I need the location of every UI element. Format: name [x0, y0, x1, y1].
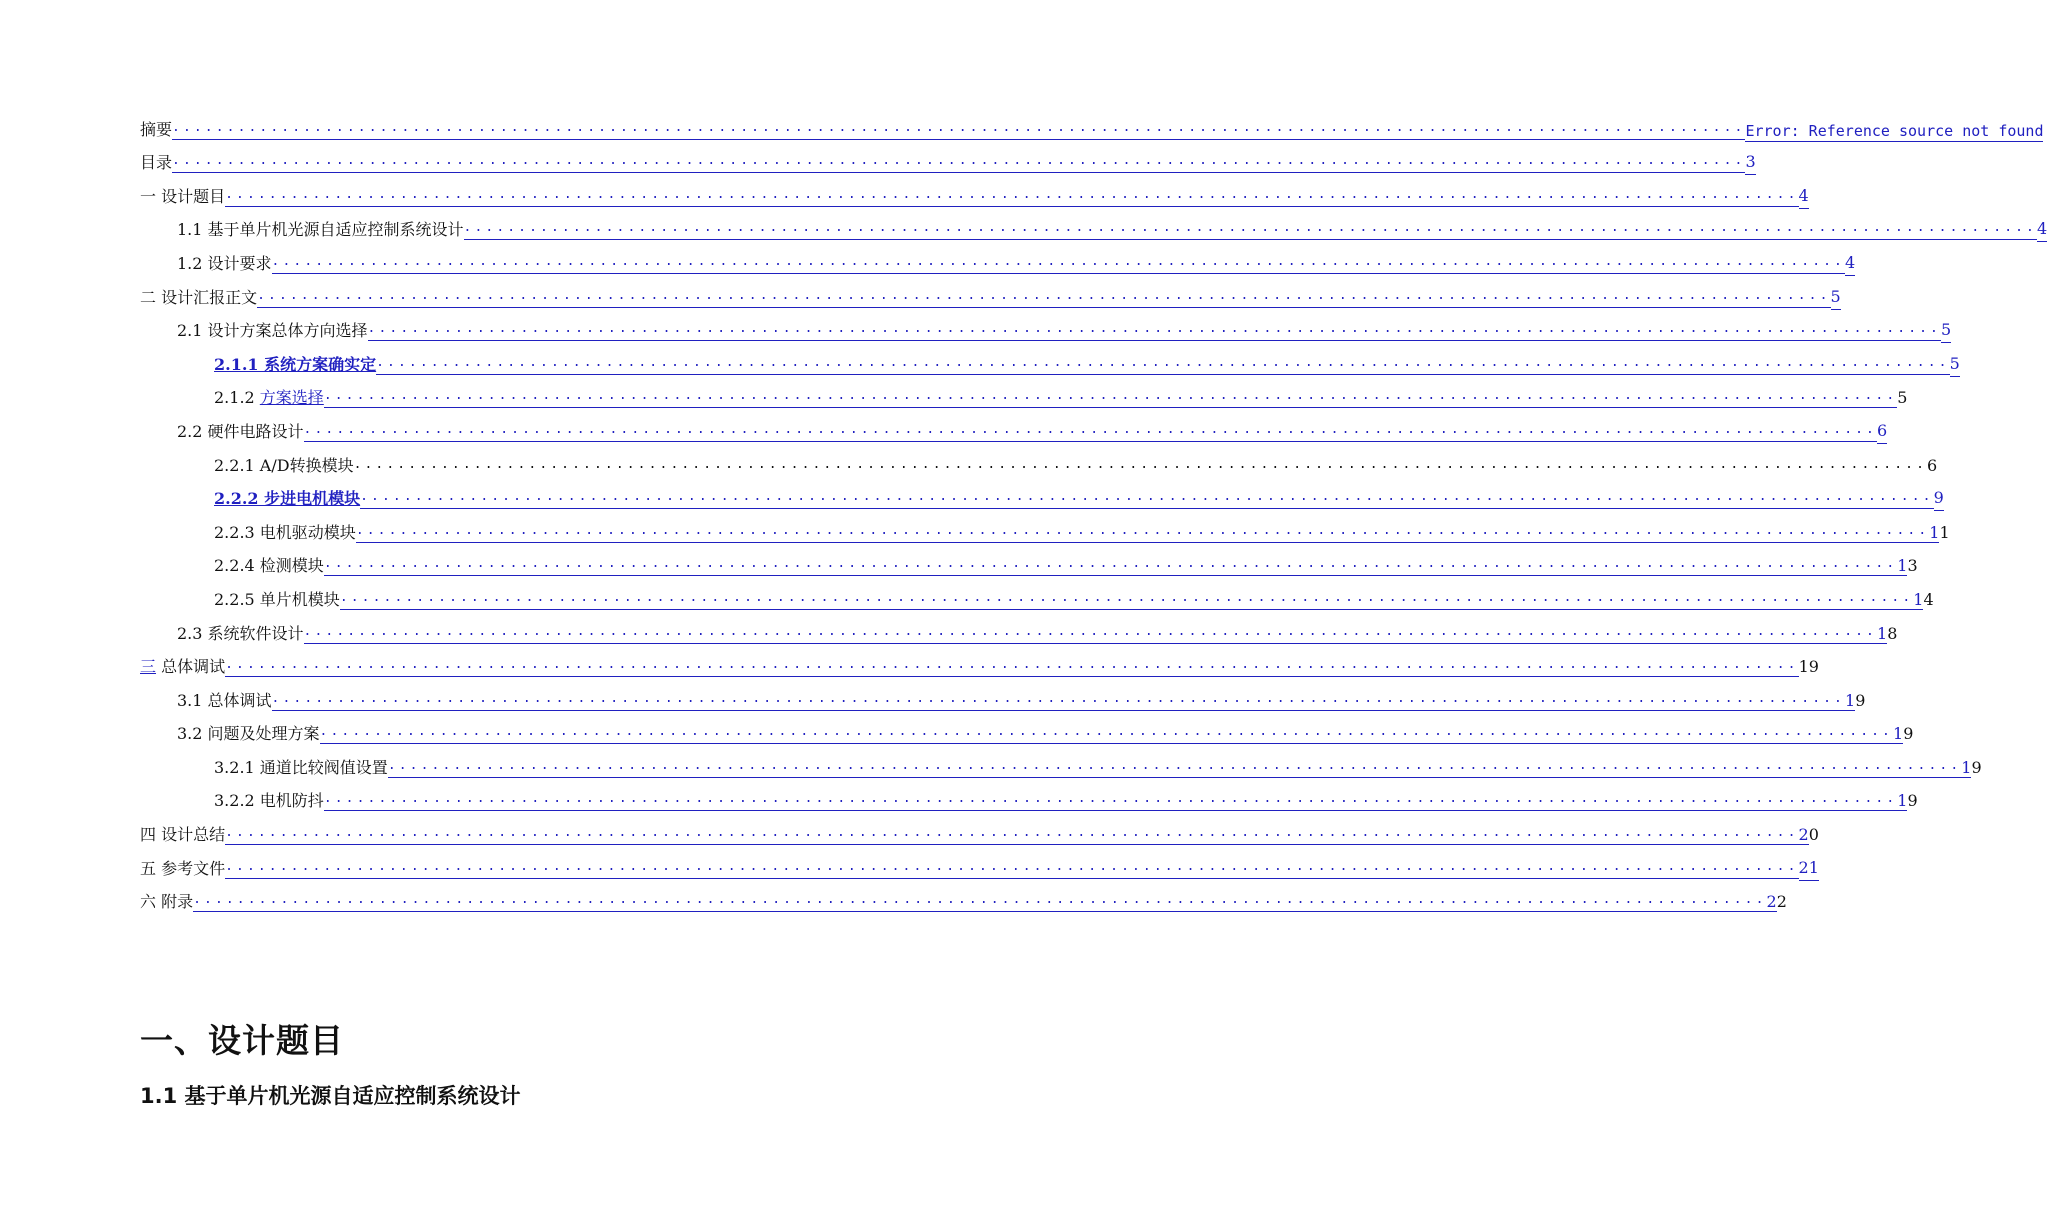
toc-entry-label: 2.2.1 A/D转换模块 — [214, 455, 354, 475]
toc-entry-page: 9 — [1934, 488, 1944, 511]
toc-entry-page: 4 — [1799, 186, 1809, 209]
toc-entry-label — [140, 657, 225, 679]
toc-leader: ................................................................................................................................................ — [324, 557, 1897, 576]
toc-entry-2-3[interactable] — [140, 612, 1898, 646]
toc-entry-title-link: 方案选择 — [259, 388, 324, 408]
toc-entry-label — [214, 388, 324, 410]
toc-entry-2-1-2[interactable] — [140, 377, 1908, 411]
toc-entry-page — [1845, 691, 1865, 713]
toc-entry-number-link: 三 — [140, 657, 157, 677]
toc-entry-abstract[interactable] — [140, 108, 2044, 142]
toc-leader: ................................................................................................................................................ — [225, 826, 1798, 845]
toc-page-plain-part: 9 — [1855, 690, 1866, 710]
toc-entry-label: 二 设计汇报正文 — [140, 287, 258, 307]
toc-leader: ................................................................................................................................................ — [304, 423, 1877, 442]
toc-page-plain-part: 1 — [1939, 522, 1950, 542]
toc-entry-label: 3.2 问题及处理方案 — [177, 724, 320, 744]
toc-page-plain-part: 9 — [1971, 757, 1982, 777]
toc-entry-label: 1.2 设计要求 — [177, 253, 272, 273]
toc-entry-contents[interactable] — [140, 142, 1756, 176]
toc-entry-2-2-3[interactable] — [140, 511, 1950, 545]
toc-page-link-part: 1 — [1845, 690, 1856, 710]
toc-page-plain-part: 0 — [1808, 825, 1819, 845]
toc-entry-page — [1877, 624, 1897, 646]
toc-entry-2-2-1 — [140, 444, 1938, 478]
toc-page-plain-part: 2 — [1776, 892, 1787, 912]
toc-entry-number: 2.1.2 — [214, 388, 260, 408]
toc-entry-label: 六 附录 — [140, 892, 194, 912]
toc-leader: ................................................................................................................................................ — [225, 658, 1798, 677]
toc-entry-label: 2.2.2 步进电机模块 — [214, 489, 361, 509]
toc-entry-2-2[interactable] — [140, 410, 1888, 444]
toc-page-link-part: 1 — [1929, 522, 1940, 542]
toc-entry-3-2-2[interactable] — [140, 780, 1918, 814]
toc-page-link-part: 1 — [1897, 791, 1908, 811]
toc-entry-1-2[interactable] — [140, 242, 1856, 276]
toc-page-link-part: 1 — [1961, 757, 1972, 777]
toc-entry-page: 3 — [1745, 152, 1755, 175]
toc-leader: ................................................................................................................................................ — [225, 188, 1798, 207]
toc-leader: ................................................................................................................................................ — [193, 893, 1766, 912]
toc-entry-3-2-1[interactable] — [140, 746, 1982, 780]
toc-entry-chapter-6[interactable] — [140, 881, 1787, 915]
toc-entry-label: 3.2.1 通道比较阀值设置 — [214, 757, 388, 777]
toc-entry-label: 3.1 总体调试 — [177, 690, 272, 710]
toc-entry-2-1[interactable] — [140, 310, 1952, 344]
toc-entry-label: 2.2.5 单片机模块 — [214, 589, 340, 609]
toc-entry-1-1[interactable] — [140, 209, 2047, 243]
toc-entry-page — [1929, 523, 1949, 545]
toc-entry-3-1[interactable] — [140, 679, 1866, 713]
toc-entry-page — [1767, 892, 1787, 914]
toc-page-link-part: 1 — [1877, 623, 1888, 643]
toc-entry-label: 一 设计题目 — [140, 186, 226, 206]
toc-leader: ................................................................................................................................................ — [368, 322, 1941, 341]
toc-entry-page: 6 — [1877, 421, 1887, 444]
toc-page-plain-part: 9 — [1903, 724, 1914, 744]
toc-entry-page — [1961, 758, 1981, 780]
toc-entry-page — [1913, 590, 1933, 612]
toc-leader: ................................................................................................................................................ — [388, 759, 1961, 778]
toc-leader: ................................................................................................................................................ — [257, 289, 1830, 308]
toc-entry-chapter-5[interactable] — [140, 847, 1819, 881]
toc-page-plain-part: 9 — [1907, 791, 1918, 811]
toc-leader: ................................................................................................................................................ — [172, 154, 1745, 173]
toc-entry-label: 1.1 基于单片机光源自适应控制系统设计 — [177, 220, 464, 240]
toc-entry-page: 5 — [1831, 287, 1841, 310]
toc-page-link-part: 2 — [1798, 825, 1809, 845]
toc-page-plain-part: 3 — [1907, 556, 1918, 576]
toc-entry-label: 2.1 设计方案总体方向选择 — [177, 321, 368, 341]
toc-entry-label: 2.3 系统软件设计 — [177, 623, 304, 643]
toc-entry-2-2-5[interactable] — [140, 578, 1934, 612]
toc-entry-page: Error: Reference source not found — [1745, 121, 2044, 140]
toc-entry-page — [1897, 556, 1917, 578]
toc-entry-page: 5 — [1950, 354, 1960, 377]
toc-leader: ................................................................................................................................................ — [356, 524, 1929, 543]
toc-page-link-part: 1 — [1893, 724, 1904, 744]
toc-entry-label: 3.2.2 电机防抖 — [214, 791, 324, 811]
toc-leader: ................................................................................................................................................ — [320, 725, 1893, 744]
toc-page-link-part: 2 — [1766, 892, 1777, 912]
toc-page-link-part: 1 — [1913, 589, 1924, 609]
toc-leader: ................................................................................................................................................ — [376, 356, 1949, 375]
toc-leader: ................................................................................................................................................ — [324, 792, 1897, 811]
toc-entry-label: 五 参考文件 — [140, 858, 226, 878]
toc-leader: ................................................................................................................................................ — [272, 255, 1845, 274]
toc-entry-page — [1799, 825, 1819, 847]
toc-entry-label: 2.2.3 电机驱动模块 — [214, 522, 356, 542]
toc-leader: ................................................................................................................................................ — [353, 456, 1928, 472]
toc-entry-page: 6 — [1927, 455, 1938, 475]
toc-entry-page: 21 — [1799, 858, 1819, 881]
toc-page-link-part: 1 — [1897, 556, 1908, 576]
toc-leader: ................................................................................................................................................ — [225, 860, 1798, 879]
toc-entry-title: 总体调试 — [156, 657, 226, 677]
toc-leader: ................................................................................................................................................ — [324, 389, 1897, 408]
toc-leader: ................................................................................................................................................ — [172, 121, 1745, 140]
toc-entry-2-2-2[interactable] — [140, 478, 1944, 512]
toc-entry-chapter-1[interactable] — [140, 175, 1809, 209]
toc-entry-chapter-4[interactable] — [140, 813, 1819, 847]
toc-entry-page: 19 — [1798, 657, 1819, 677]
toc-leader: ................................................................................................................................................ — [340, 591, 1913, 610]
toc-leader: ................................................................................................................................................ — [360, 490, 1933, 509]
toc-entry-2-1-1[interactable] — [140, 343, 1960, 377]
toc-entry-page: 5 — [1941, 320, 1951, 343]
toc-entry-page — [1897, 791, 1917, 813]
toc-entry-label: 摘要 — [140, 119, 173, 139]
toc-leader: ................................................................................................................................................ — [464, 221, 2037, 240]
toc-entry-label: 目录 — [140, 153, 173, 173]
toc-entry-page: 5 — [1897, 388, 1908, 408]
toc-leader: ................................................................................................................................................ — [272, 692, 1845, 711]
toc-entry-label: 2.2 硬件电路设计 — [177, 421, 304, 441]
toc-entry-label: 2.1.1 系统方案确实定 — [214, 354, 377, 374]
toc-entry-label: 四 设计总结 — [140, 825, 226, 845]
toc-entry-2-2-4[interactable] — [140, 545, 1918, 579]
section-heading: 一、设计题目 — [140, 1021, 344, 1060]
table-of-contents — [140, 108, 2047, 914]
toc-entry-chapter-2[interactable] — [140, 276, 1841, 310]
toc-entry-page — [1893, 724, 1913, 746]
toc-entry-3-2[interactable] — [140, 713, 1914, 747]
toc-entry-page: 4 — [1845, 253, 1855, 276]
toc-entry-page: 4 — [2037, 219, 2047, 242]
toc-leader: ................................................................................................................................................ — [304, 625, 1877, 644]
toc-page-plain-part: 4 — [1923, 589, 1934, 609]
subsection-heading: 1.1 基于单片机光源自适应控制系统设计 — [140, 1084, 521, 1108]
toc-entry-label: 2.2.4 检测模块 — [214, 556, 324, 576]
toc-entry-chapter-3[interactable] — [140, 646, 1819, 680]
toc-page-plain-part: 8 — [1887, 623, 1898, 643]
